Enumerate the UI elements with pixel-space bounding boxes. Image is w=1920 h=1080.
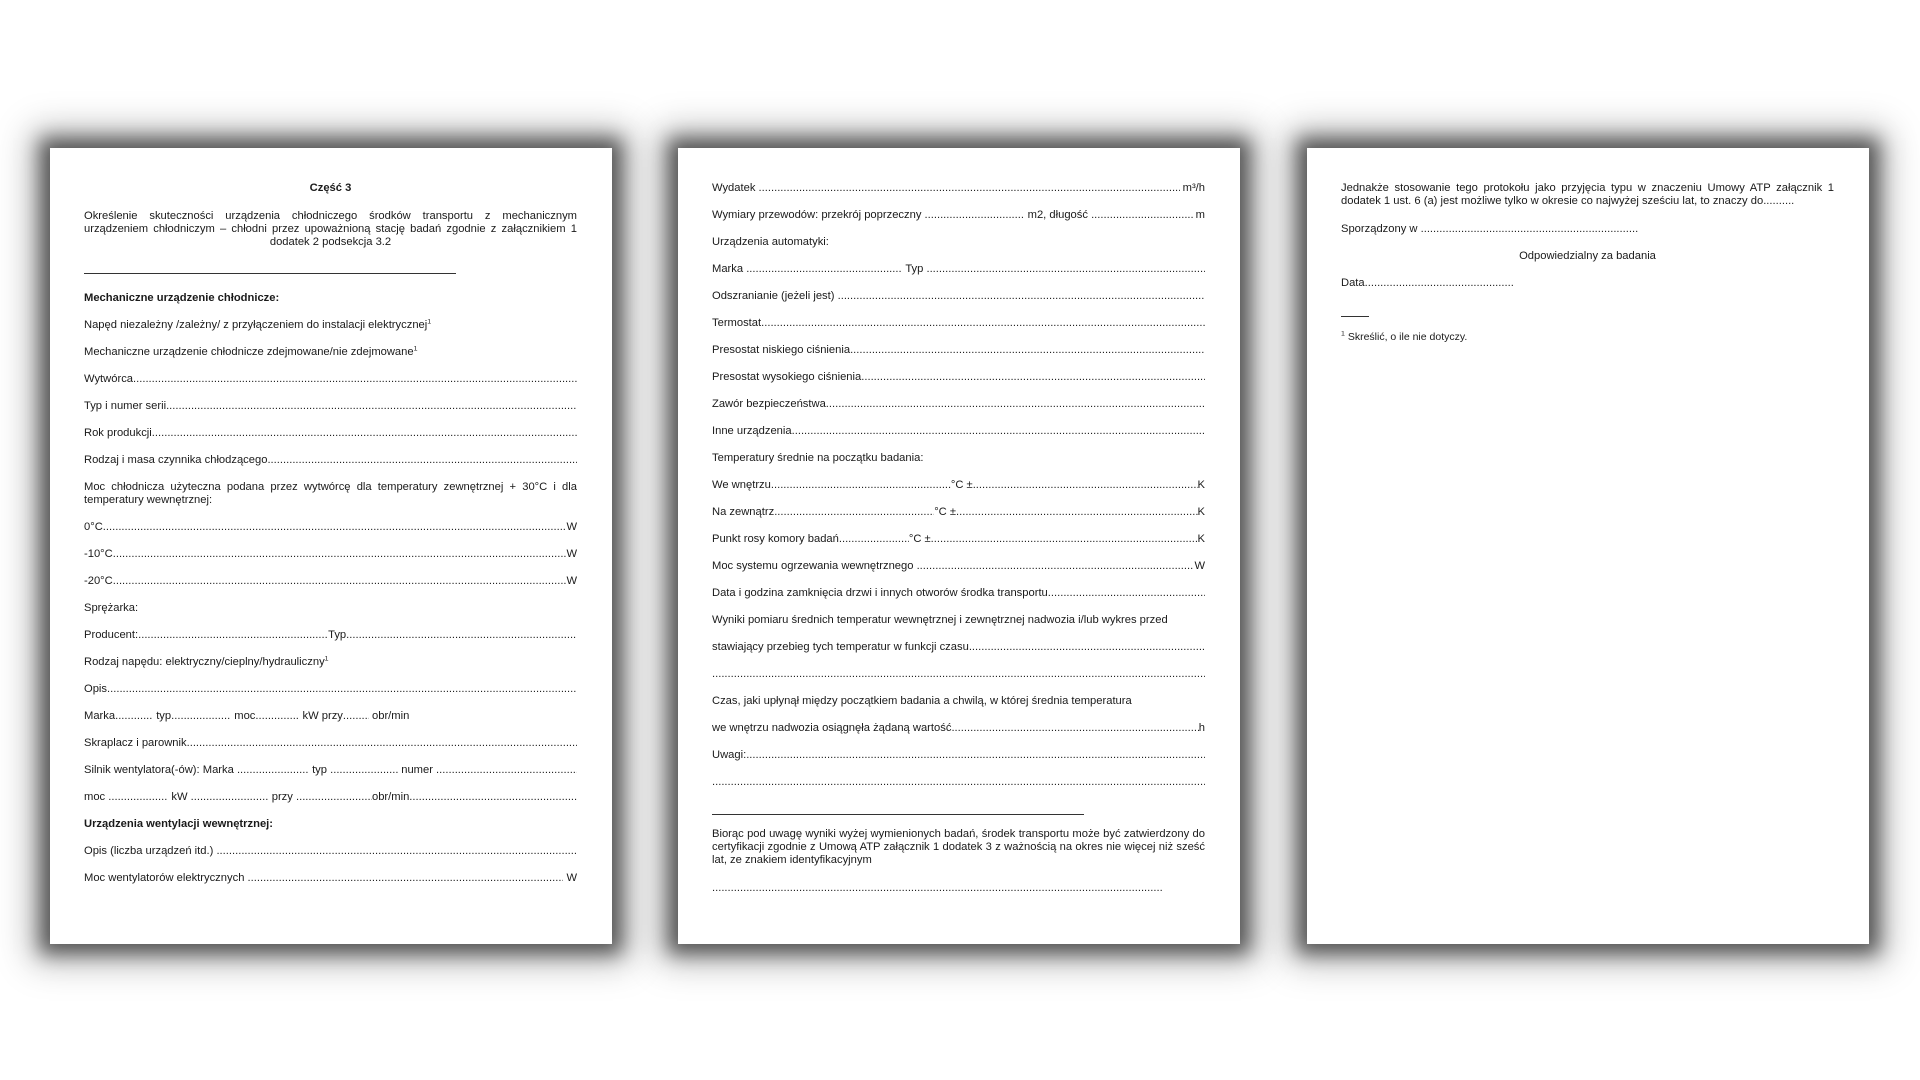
desc-field[interactable] xyxy=(84,683,577,696)
time-line-1: Czas, jaki upłynął między początkiem badania a chwilą, w której średnia temperatura xyxy=(712,695,1132,707)
temp-20-label: -20°C xyxy=(84,575,113,587)
removable-line xyxy=(84,346,577,359)
time-label: we wnętrzu nadwozia osiągnęła żądaną wartość xyxy=(712,722,952,734)
document-page-3 xyxy=(1307,148,1869,944)
separator-rule xyxy=(84,273,456,274)
intro-paragraph: Określenie skuteczności urządzenia chłodniczego środków transportu z mechanicznym urządzeniem chłodniczym – chłodni przez upoważnioną stację badań zgodnie z załącznikiem 1 dodatek 2 podsekcja 3.2 xyxy=(84,210,577,248)
outside-temp-field[interactable] xyxy=(712,506,1205,519)
defrost-label: Odszranianie (jeżeli jest) xyxy=(712,290,835,302)
high-pressure-label: Presostat wysokiego ciśnienia xyxy=(712,371,862,383)
k-unit: K xyxy=(1197,533,1205,545)
other-devices-field[interactable] xyxy=(712,425,1205,438)
drive-line xyxy=(84,319,577,332)
deg-c-pm: °C ± xyxy=(950,479,973,491)
footnote-mark: 1 xyxy=(1341,331,1345,338)
low-pressure-field[interactable] xyxy=(712,344,1205,357)
unit-w: W xyxy=(566,521,577,533)
refrigerant-label: Rodzaj i masa czynnika chłodzącego xyxy=(84,454,268,466)
separator-rule xyxy=(712,814,1084,815)
moc-label: moc xyxy=(234,710,256,722)
deg-c-pm: °C ± xyxy=(908,533,931,545)
k-unit: K xyxy=(1197,479,1205,491)
responsible-label: Odpowiedzialny za badania xyxy=(1519,250,1656,262)
footnote-text: Skreślić, o ile nie dotyczy. xyxy=(1347,331,1468,343)
automatics-heading: Urządzenia automatyki: xyxy=(712,236,829,248)
cooling-power-text: Moc chłodnicza użyteczna podana przez wytwórcę dla temperatury zewnętrznej + 30°C i dla temperatury wewnętrznej: xyxy=(84,481,577,506)
footnote-separator xyxy=(1341,316,1369,317)
kw-label: kW xyxy=(171,791,188,803)
date-label: Data xyxy=(1341,277,1365,289)
ducts-field[interactable] xyxy=(712,209,1205,222)
identification-mark-field[interactable] xyxy=(712,882,1162,895)
manufacturer-label: Wytwórca xyxy=(84,373,134,385)
fan-motor-label: Silnik wentylatora(-ów): Marka xyxy=(84,764,234,776)
typ-label: Typ xyxy=(905,263,924,275)
marka-label: Marka xyxy=(84,710,116,722)
time-field[interactable] xyxy=(712,722,1205,735)
k-unit: K xyxy=(1197,506,1205,518)
thermostat-label: Termostat xyxy=(712,317,762,329)
unit-w: W xyxy=(566,575,577,587)
compressor-heading: Sprężarka: xyxy=(84,602,139,614)
results-label: stawiający przebieg tych temperatur w funkcji czasu xyxy=(712,641,969,653)
refrigerant-field[interactable] xyxy=(84,454,577,467)
validity-paragraph: Jednakże stosowanie tego protokołu jako przyjęcia typu w znaczeniu Umowy ATP załącznik 1 dodatek 1 ust. 6 (a) jest możliwe tylko w okresie co najwyżej sześciu lat, to znaczy do.......... xyxy=(1341,182,1834,207)
heating-label: Moc systemu ogrzewania wewnętrznego xyxy=(712,560,914,572)
fan-motor-field[interactable] xyxy=(84,764,577,777)
kw-przy-label: kW przy xyxy=(302,710,343,722)
dew-point-field[interactable] xyxy=(712,533,1205,546)
marka-label: Marka xyxy=(712,263,744,275)
drawn-up-label: Sporządzony w xyxy=(1341,223,1418,235)
date-field[interactable] xyxy=(1341,277,1514,290)
section-ventilation-heading: Urządzenia wentylacji wewnętrznej: xyxy=(84,818,273,830)
remarks-field[interactable] xyxy=(712,749,1205,762)
conclusion-paragraph: Biorąc pod uwagę wyniki wyżej wymienionych badań, środek transportu może być zatwierdzony do certyfikacji zgodnie z Umową ATP załącznik 1 dodatek 3 z ważnością na okres nie więcej niż sześć lat, ze znakiem identyfikacyjnym xyxy=(712,828,1205,866)
inside-label: We wnętrzu xyxy=(712,479,771,491)
type-serial-label: Typ i numer serii xyxy=(84,400,167,412)
footnote-ref: 1 xyxy=(324,656,329,663)
safety-valve-label: Zawór bezpieczeństwa xyxy=(712,398,826,410)
part-heading: Część 3 xyxy=(309,182,352,194)
h-unit: h xyxy=(1198,722,1205,734)
unit-w: W xyxy=(566,548,577,560)
drive-kind-line xyxy=(84,656,577,669)
obr-min-label: obr/min xyxy=(372,710,410,722)
removable-label: Mechaniczne urządzenie chłodnicze zdejmowane/nie zdejmowane xyxy=(84,346,414,358)
temp-10-label: -10°C xyxy=(84,548,113,560)
safety-valve-field[interactable] xyxy=(712,398,1205,411)
automatics-marka-field[interactable] xyxy=(712,263,1205,276)
results-extra-line[interactable] xyxy=(712,668,1205,681)
results-field[interactable] xyxy=(712,641,1205,654)
producer-field[interactable] xyxy=(84,629,577,642)
heating-power-field[interactable] xyxy=(712,560,1205,573)
low-pressure-label: Presostat niskiego ciśnienia xyxy=(712,344,851,356)
typ-small-label: typ xyxy=(156,710,172,722)
power-0c-field[interactable] xyxy=(84,521,577,534)
compressor-details-field[interactable] xyxy=(84,710,577,723)
footnote-ref: 1 xyxy=(413,346,418,353)
dew-point-label: Punkt rosy komory badań xyxy=(712,533,839,545)
temp-0-label: 0°C xyxy=(84,521,103,533)
power-10c-field[interactable] xyxy=(84,548,577,561)
ducts-label: Wymiary przewodów: przekrój poprzeczny xyxy=(712,209,922,221)
fan-power-field[interactable] xyxy=(84,872,577,885)
remarks-label: Uwagi: xyxy=(712,749,747,761)
condenser-label: Skraplacz i parownik xyxy=(84,737,187,749)
numer-label: numer xyxy=(401,764,433,776)
thermostat-field[interactable] xyxy=(712,317,1205,330)
typ-label: Typ xyxy=(328,629,347,641)
desc-count-label: Opis (liczba urządzeń itd.) xyxy=(84,845,214,857)
m-unit: m xyxy=(1195,209,1205,221)
flow-unit: m³/h xyxy=(1182,182,1205,194)
drive-label: Napęd niezależny /zależny/ z przyłączeniem do instalacji elektrycznej xyxy=(84,319,428,331)
fan-motor-power-field[interactable] xyxy=(84,791,577,804)
flow-field[interactable] xyxy=(712,182,1205,195)
defrost-field[interactable] xyxy=(712,290,1205,303)
obr-min2-label: obr/min. xyxy=(371,791,413,803)
drive-kind-label: Rodzaj napędu: elektryczny/cieplny/hydrauliczny xyxy=(84,656,325,668)
date-closing-field[interactable] xyxy=(712,587,1205,600)
condenser-field[interactable] xyxy=(84,737,577,750)
remarks-extra-line[interactable] xyxy=(712,776,1205,789)
year-field[interactable] xyxy=(84,427,577,440)
desc-count-field[interactable] xyxy=(84,845,577,858)
m2-len-label: m2, długość xyxy=(1027,209,1088,221)
moc2-label: moc xyxy=(84,791,106,803)
footnote-ref: 1 xyxy=(427,319,432,326)
other-devices-label: Inne urządzenia xyxy=(712,425,792,437)
avg-temps-heading: Temperatury średnie na początku badania: xyxy=(712,452,924,464)
unit-w: W xyxy=(566,872,577,884)
section-mechanical-heading: Mechaniczne urządzenie chłodnicze: xyxy=(84,292,280,304)
type-serial-field[interactable] xyxy=(84,400,577,413)
przy-label: przy xyxy=(271,791,293,803)
date-closing-label: Data i godzina zamknięcia drzwi i innych otworów środka transportu xyxy=(712,587,1048,599)
deg-c-pm: °C ± xyxy=(934,506,956,518)
typ-small-label: typ xyxy=(312,764,327,776)
flow-label: Wydatek xyxy=(712,182,756,194)
high-pressure-field[interactable] xyxy=(712,371,1205,384)
producer-label: Producent: xyxy=(84,629,139,641)
drawn-up-field[interactable] xyxy=(1341,223,1639,236)
fan-power-label: Moc wentylatorów elektrycznych xyxy=(84,872,245,884)
document-page-1 xyxy=(50,148,612,944)
w-unit: W xyxy=(1194,560,1205,572)
results-line-1: Wyniki pomiaru średnich temperatur wewnętrznej i zewnętrznej nadwozia i/lub wykres przed xyxy=(712,614,1168,626)
year-label: Rok produkcji xyxy=(84,427,152,439)
footnote xyxy=(1341,331,1834,344)
manufacturer-field[interactable] xyxy=(84,373,577,386)
inside-temp-field[interactable] xyxy=(712,479,1205,492)
desc-label: Opis xyxy=(84,683,108,695)
power-20c-field[interactable] xyxy=(84,575,577,588)
outside-label: Na zewnątrz xyxy=(712,506,775,518)
document-page-2 xyxy=(678,148,1240,944)
